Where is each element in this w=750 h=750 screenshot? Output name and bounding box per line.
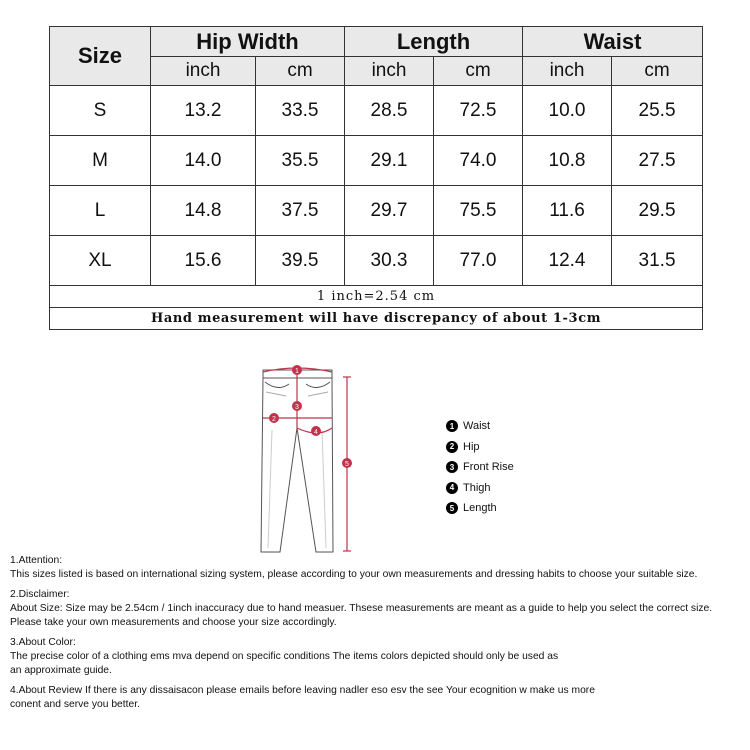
left-pocket: [265, 382, 289, 388]
table-cell: 33.5: [256, 86, 345, 136]
table-row: [50, 136, 703, 186]
note-text: conent and serve you better.: [10, 699, 140, 710]
note-title: 1.Attention:: [10, 555, 63, 566]
table-cell: 30.3: [345, 236, 434, 286]
measurement-lines: [263, 368, 351, 551]
svg-text:1: 1: [295, 368, 299, 375]
conversion-note: 1 inch=2.54 cm: [50, 286, 703, 308]
color-note: [10, 636, 745, 678]
note-title: 2.Disclaimer:: [10, 589, 70, 600]
table-cell: 25.5: [612, 86, 703, 136]
note-text: Please take your own measurements and choose your size accordingly.: [10, 617, 337, 628]
table-cell: 15.6: [151, 236, 256, 286]
marker-5: [342, 458, 352, 468]
note-text: The precise color of a clothing ems mva depend on specific conditions The items colors depicted should only be used as: [10, 651, 559, 662]
unit-header: inch: [523, 57, 612, 86]
measurement-markers: [269, 365, 352, 468]
disclaimer-note: [10, 588, 745, 630]
table-row: [50, 236, 703, 286]
note-text: About Size: Size may be 2.54cm / 1inch inaccuracy due to hand measuer. Thsese measurements are meant as a guide to help you select the correct size.: [10, 603, 713, 614]
table-cell: 14.8: [151, 186, 256, 236]
legend-number: 5: [446, 502, 458, 514]
svg-text:4: 4: [314, 429, 318, 436]
table-cell: 13.2: [151, 86, 256, 136]
table-cell: 10.8: [523, 136, 612, 186]
marker-4: [311, 426, 321, 436]
discrepancy-note: Hand measurement will have discrepancy of about 1-3cm: [50, 308, 703, 330]
marker-1: [292, 365, 302, 375]
table-cell: 31.5: [612, 236, 703, 286]
size-chart-table: [49, 26, 703, 330]
svg-text:2: 2: [272, 416, 276, 423]
legend-item: [446, 416, 514, 437]
marker-2: [269, 413, 279, 423]
discrepancy-note-row: [50, 308, 703, 330]
unit-header: cm: [256, 57, 345, 86]
right-shading: [308, 392, 328, 396]
legend-number: 3: [446, 461, 458, 473]
table-row: [50, 186, 703, 236]
table-cell: 29.1: [345, 136, 434, 186]
measurement-legend: [446, 416, 514, 519]
unit-header: cm: [434, 57, 523, 86]
right-pocket: [306, 382, 330, 388]
size-cell: L: [50, 186, 151, 236]
table-cell: 75.5: [434, 186, 523, 236]
table-cell: 27.5: [612, 136, 703, 186]
legend-label: Thigh: [463, 481, 491, 494]
left-leg-crease: [268, 430, 272, 548]
table-cell: 14.0: [151, 136, 256, 186]
hip-width-header: Hip Width: [151, 27, 345, 57]
legend-item: [446, 498, 514, 519]
unit-header: cm: [612, 57, 703, 86]
table-cell: 72.5: [434, 86, 523, 136]
note-text: an approximate guide.: [10, 665, 112, 676]
unit-header: inch: [151, 57, 256, 86]
left-shading: [266, 392, 286, 396]
table-cell: 12.4: [523, 236, 612, 286]
legend-item: [446, 437, 514, 458]
right-leg-crease: [322, 430, 326, 548]
table-cell: 28.5: [345, 86, 434, 136]
size-cell: S: [50, 86, 151, 136]
legend-number: 1: [446, 420, 458, 432]
review-note: [10, 684, 745, 712]
table-cell: 39.5: [256, 236, 345, 286]
note-text: This sizes listed is based on international sizing system, please according to your own measurements and dressing habits to choose your suitable size.: [10, 569, 698, 580]
conversion-note-row: [50, 286, 703, 308]
legend-number: 2: [446, 441, 458, 453]
legend-item: [446, 478, 514, 499]
table-header-row: [50, 27, 703, 57]
table-row: [50, 86, 703, 136]
table-cell: 29.7: [345, 186, 434, 236]
table-cell: 29.5: [612, 186, 703, 236]
attention-note: [10, 554, 745, 582]
table-cell: 74.0: [434, 136, 523, 186]
waist-header: Waist: [523, 27, 703, 57]
legend-label: Front Rise: [463, 461, 514, 474]
svg-text:5: 5: [345, 461, 349, 468]
legend-label: Waist: [463, 420, 491, 433]
size-cell: M: [50, 136, 151, 186]
svg-text:3: 3: [295, 404, 299, 411]
marker-3: [292, 401, 302, 411]
size-cell: XL: [50, 236, 151, 286]
legend-label: Length: [463, 502, 497, 515]
length-header: Length: [345, 27, 523, 57]
unit-header: inch: [345, 57, 434, 86]
table-cell: 35.5: [256, 136, 345, 186]
note-title: 3.About Color:: [10, 637, 76, 648]
table-cell: 77.0: [434, 236, 523, 286]
legend-number: 4: [446, 482, 458, 494]
legend-item: [446, 457, 514, 478]
legend-label: Hip: [463, 440, 480, 453]
note-text: 4.About Review If there is any dissaisacon please emails before leaving nadler eso esv the see Your ecognition w make us more: [10, 685, 595, 696]
notes-section: [10, 554, 745, 718]
table-cell: 10.0: [523, 86, 612, 136]
table-cell: 37.5: [256, 186, 345, 236]
size-header: Size: [50, 27, 151, 86]
table-cell: 11.6: [523, 186, 612, 236]
